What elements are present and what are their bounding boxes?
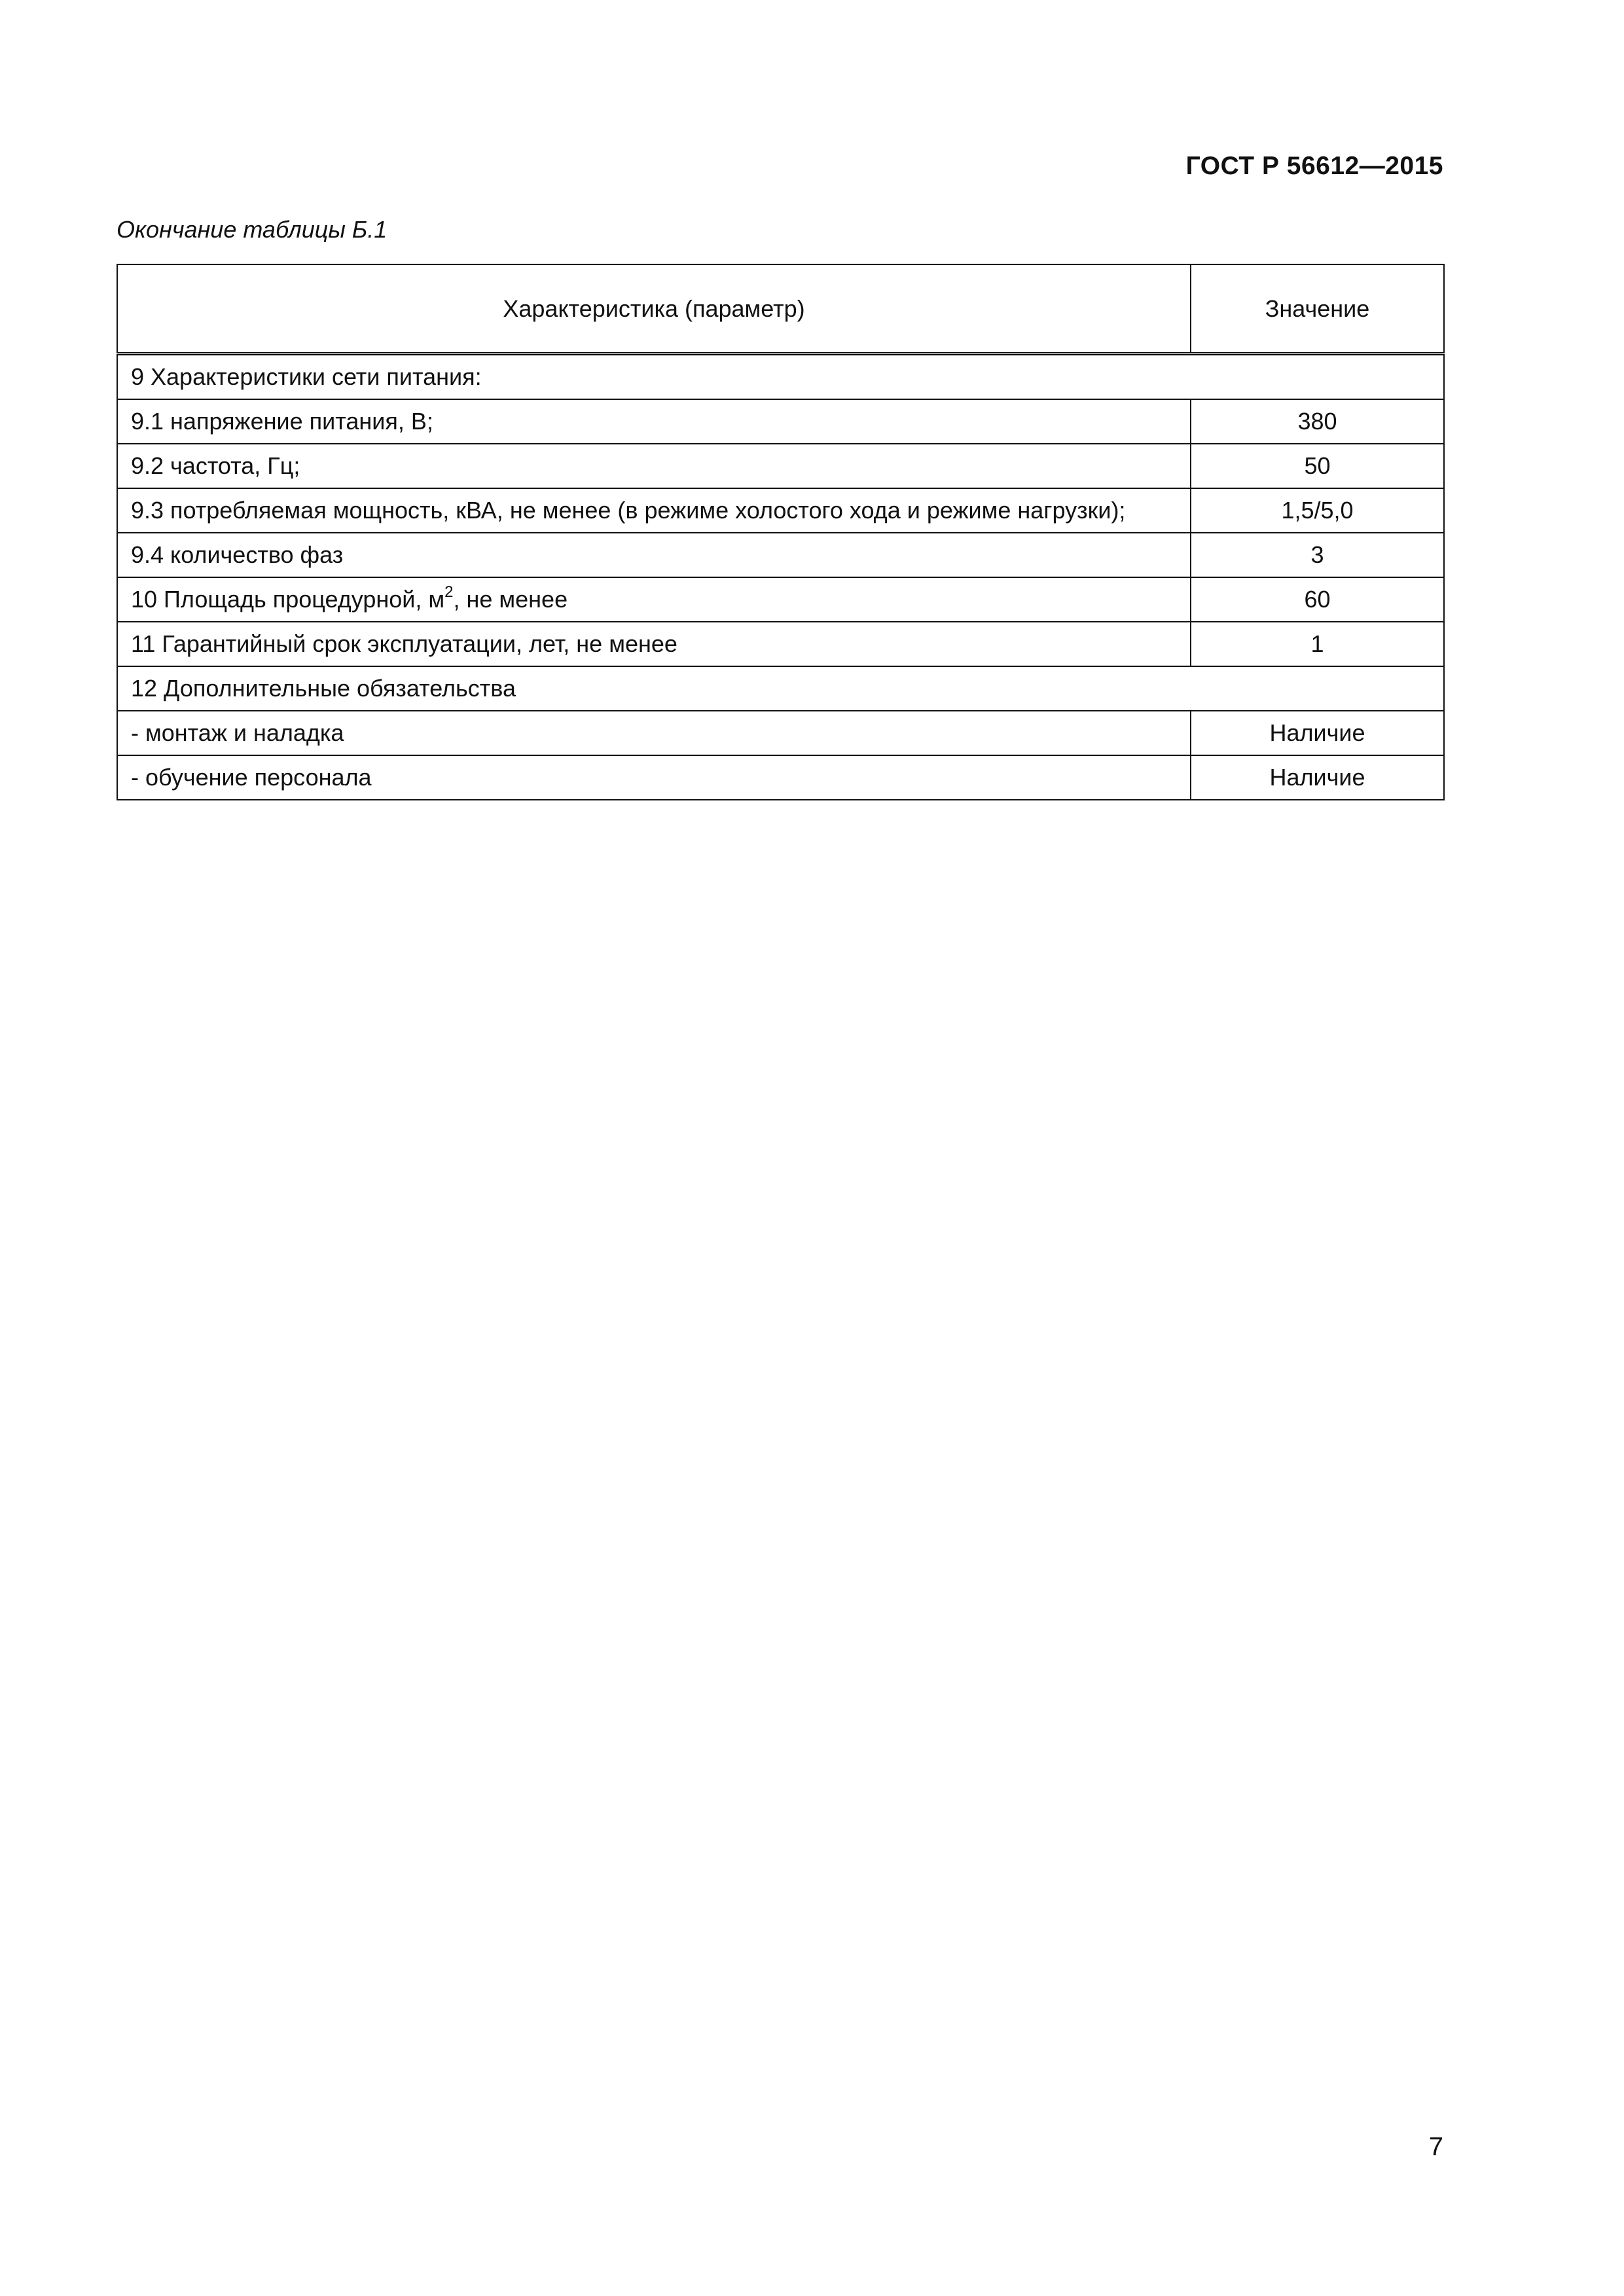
row-param-frequency: 9.2 частота, Гц; xyxy=(117,444,1191,488)
row-param-phases: 9.4 количество фаз xyxy=(117,533,1191,577)
row-value-phases: 3 xyxy=(1191,533,1444,577)
row-param-warranty: 11 Гарантийный срок эксплуатации, лет, не менее xyxy=(117,622,1191,666)
row-param-additional-obligations: 12 Дополнительные обязательства xyxy=(117,666,1444,711)
document-code: ГОСТ Р 56612—2015 xyxy=(1185,152,1443,180)
room-area-label: 10 Площадь процедурной, м xyxy=(131,586,445,613)
table-caption: Окончание таблицы Б.1 xyxy=(117,216,388,243)
row-param-voltage: 9.1 напряжение питания, В; xyxy=(117,399,1191,444)
row-value-power-consumption: 1,5/5,0 xyxy=(1191,488,1444,533)
table-row xyxy=(117,622,1444,666)
table-header-row xyxy=(117,264,1444,354)
row-value-frequency: 50 xyxy=(1191,444,1444,488)
row-param-power-consumption: 9.3 потребляемая мощность, кВА, не менее (в режиме холостого хода и режиме нагрузки); xyxy=(117,488,1191,533)
row-value-voltage: 380 xyxy=(1191,399,1444,444)
table-row xyxy=(117,755,1444,800)
table-row xyxy=(117,444,1444,488)
row-param-installation: - монтаж и наладка xyxy=(117,711,1191,755)
row-value-installation: Наличие xyxy=(1191,711,1444,755)
row-param-training: - обучение персонала xyxy=(117,755,1191,800)
page-number: 7 xyxy=(1428,2132,1443,2161)
table-row xyxy=(117,666,1444,711)
table-row xyxy=(117,533,1444,577)
table-row xyxy=(117,354,1444,400)
column-header-param: Характеристика (параметр) xyxy=(117,264,1191,354)
superscript-two: 2 xyxy=(444,583,454,601)
table-row xyxy=(117,711,1444,755)
row-value-training: Наличие xyxy=(1191,755,1444,800)
row-param-power-network: 9 Характеристики сети питания: xyxy=(117,354,1444,400)
specification-table xyxy=(117,264,1445,800)
table-row xyxy=(117,577,1444,622)
room-area-suffix: , не менее xyxy=(453,586,568,613)
row-value-room-area: 60 xyxy=(1191,577,1444,622)
column-header-value: Значение xyxy=(1191,264,1444,354)
row-value-warranty: 1 xyxy=(1191,622,1444,666)
table-row xyxy=(117,399,1444,444)
table-row xyxy=(117,488,1444,533)
row-param-room-area xyxy=(117,577,1191,622)
